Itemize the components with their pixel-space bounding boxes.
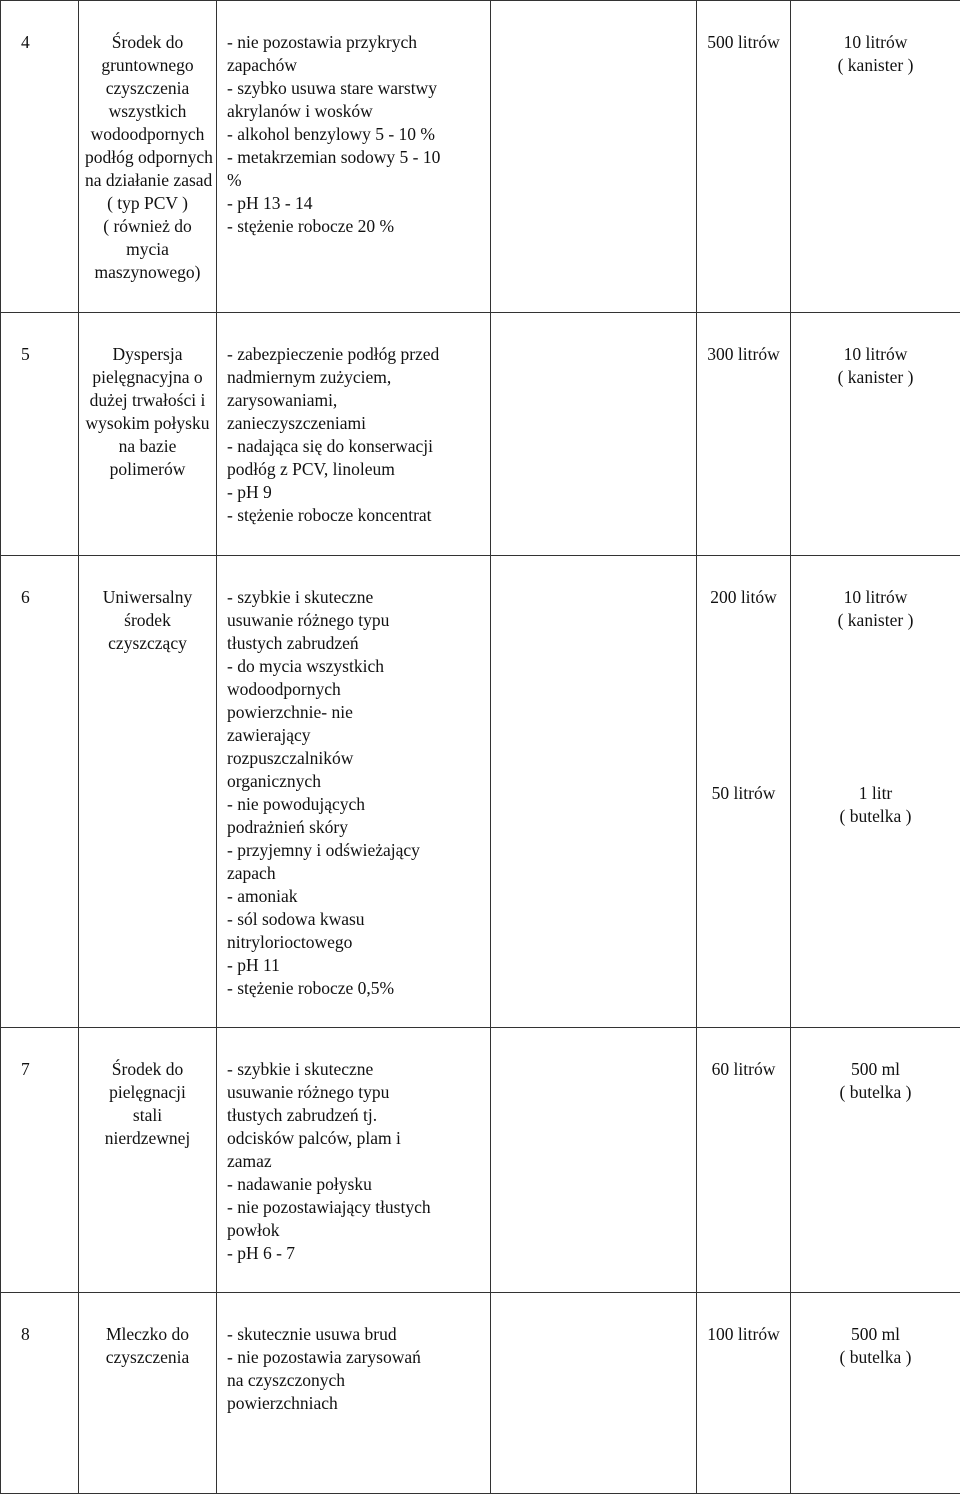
product-name: Uniwersalny środek czyszczący: [79, 556, 217, 1028]
quantity: 300 litrów: [697, 313, 791, 556]
product-name: Środek do gruntownego czyszczenia wszystkich wodoodpornych podłóg odpornych na działanie zasad ( typ PCV ) ( również do mycia maszynowego): [79, 1, 217, 313]
packaging: 10 litrów ( kanister ) 1 litr ( butelka ): [791, 556, 960, 1028]
row-number: 8: [1, 1293, 79, 1494]
quantity: 100 litrów: [697, 1293, 791, 1494]
table-row: [1, 313, 960, 556]
packaging: 500 ml ( butelka ): [791, 1028, 960, 1293]
quantity: 500 litrów: [697, 1, 791, 313]
quantity: 60 litrów: [697, 1028, 791, 1293]
product-description: - skutecznie usuwa brud - nie pozostawia zarysowań na czyszczonych powierzchniach: [217, 1293, 491, 1494]
table-row: [1, 1293, 960, 1494]
product-name: Dyspersja pielęgnacyjna o dużej trwałości i wysokim połysku na bazie polimerów: [79, 313, 217, 556]
empty-cell: [491, 1293, 697, 1494]
empty-cell: [491, 1028, 697, 1293]
row-number: 4: [1, 1, 79, 313]
table-row: [1, 1, 960, 313]
product-description: - szybkie i skuteczne usuwanie różnego typu tłustych zabrudzeń tj. odcisków palców, plam i zamaz - nadawanie połysku - nie pozostawiający tłustych powłok - pH 6 - 7: [217, 1028, 491, 1293]
product-description: - nie pozostawia przykrych zapachów - szybko usuwa stare warstwy akrylanów i wosków - alkohol benzylowy 5 - 10 % - metakrzemian sodowy 5 - 10 % - pH 13 - 14 - stężenie robocze 20 %: [217, 1, 491, 313]
row-number: 6: [1, 556, 79, 1028]
empty-cell: [491, 313, 697, 556]
table-row: [1, 1028, 960, 1293]
product-name: Mleczko do czyszczenia: [79, 1293, 217, 1494]
product-description: - szybkie i skuteczne usuwanie różnego typu tłustych zabrudzeń - do mycia wszystkich wodoodpornych powierzchnie- nie zawierający rozpuszczalników organicznych - nie powodujących podrażnień skóry - przyjemny i odświeżający zapach - amoniak - sól sodowa kwasu nitrylorioctowego - pH 11 - stężenie robocze 0,5%: [217, 556, 491, 1028]
quantity: 200 litów 50 litrów: [697, 556, 791, 1028]
packaging: 10 litrów ( kanister ): [791, 1, 960, 313]
product-name: Środek do pielęgnacji stali nierdzewnej: [79, 1028, 217, 1293]
product-description: - zabezpieczenie podłóg przed nadmiernym zużyciem, zarysowaniami, zanieczyszczeniami - nadająca się do konserwacji podłóg z PCV, linoleum - pH 9 - stężenie robocze koncentrat: [217, 313, 491, 556]
packaging: 500 ml ( butelka ): [791, 1293, 960, 1494]
table-row: [1, 556, 960, 1028]
packaging: 10 litrów ( kanister ): [791, 313, 960, 556]
row-number: 5: [1, 313, 79, 556]
table-body: [1, 1, 960, 1494]
empty-cell: [491, 1, 697, 313]
empty-cell: [491, 556, 697, 1028]
row-number: 7: [1, 1028, 79, 1293]
